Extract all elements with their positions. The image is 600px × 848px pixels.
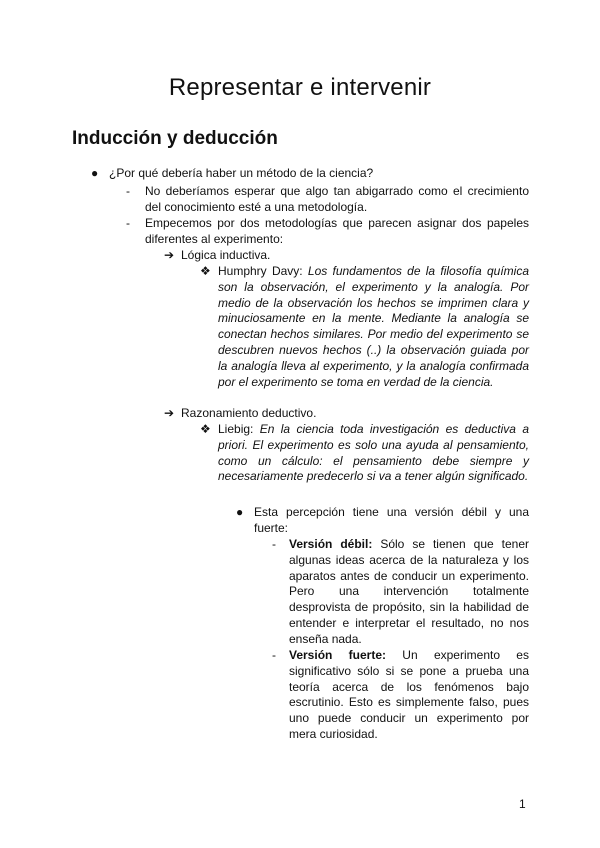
perception-item: Esta percepción tiene una versión débil y una fuerte: [254,505,529,535]
weak-version-label: Versión débil: [289,537,373,551]
liebig-quote [218,422,529,485]
arrow-icon: ➔ [164,406,175,420]
davy-name: Humphry Davy: [218,264,308,278]
diamond-bullet-icon: ❖ [200,422,211,436]
strong-version-label: Versión fuerte: [289,648,386,662]
strong-version-text: Un experimento es significativo sólo si se pone a prueba una teoría acerca de los fenómenos bajo escrutinio. Esto es simplemente falso, pues uno puede conducir un experimento por mera curiosidad. [289,648,529,741]
davy-quote-text: Los fundamentos de la filosofía química son la observación, el experimento y la analogía. Por medio de la observación los hechos se imprimen clara y minuciosamente en la mente. Mediante la analogía se conectan hechos similares. Por medio del experimento se descubren nuevos hechos (..) la observación guiada por la analogía lleva al experimento, y la analogía confirmada por el experimento se toma en verdad de la ciencia. [218,264,529,389]
liebig-name: Liebig: [218,422,260,436]
strong-version-item [289,648,529,743]
weak-version-item [289,537,529,648]
page-number: 1 [519,797,526,811]
page-title: Representar e intervenir [168,74,432,101]
bullet-marker: ● [91,166,99,180]
arrow-item-deductive-reasoning: Razonamiento deductivo. [181,406,317,420]
dash-marker: - [126,216,130,230]
dash-marker: - [272,537,276,551]
list-item-two-methodologies: Empecemos por dos metodologías que parecen asignar dos papeles diferentes al experimento: [145,216,529,246]
arrow-item-inductive-logic: Lógica inductiva. [181,248,271,262]
davy-quote [218,264,529,390]
diamond-bullet-icon: ❖ [200,264,211,278]
section-heading: Inducción y deducción [72,128,278,149]
arrow-icon: ➔ [164,248,175,262]
dash-marker: - [126,184,130,198]
question-item: ¿Por qué debería haber un método de la ciencia? [109,166,374,180]
dash-marker: - [272,648,276,662]
weak-version-text: Sólo se tienen que tener algunas ideas acerca de la naturaleza y los aparatos antes de conducir un experimento. Pero una intervención totalmente desprovista de propósito, sin la habilidad de entender e interpretar el resultado, no nos enseña nada. [289,537,530,646]
liebig-quote-text: En la ciencia toda investigación es deductiva a priori. El experimento es solo una ayuda al pensamiento, como un cálculo: el pensamiento debe siempre y necesariamente predecerlo si va a tener algún significado. [218,422,529,484]
bullet-marker: ● [236,505,244,519]
list-item-methodology: No deberíamos esperar que algo tan abigarrado como el crecimiento del conocimiento esté a una metodología. [145,184,529,214]
